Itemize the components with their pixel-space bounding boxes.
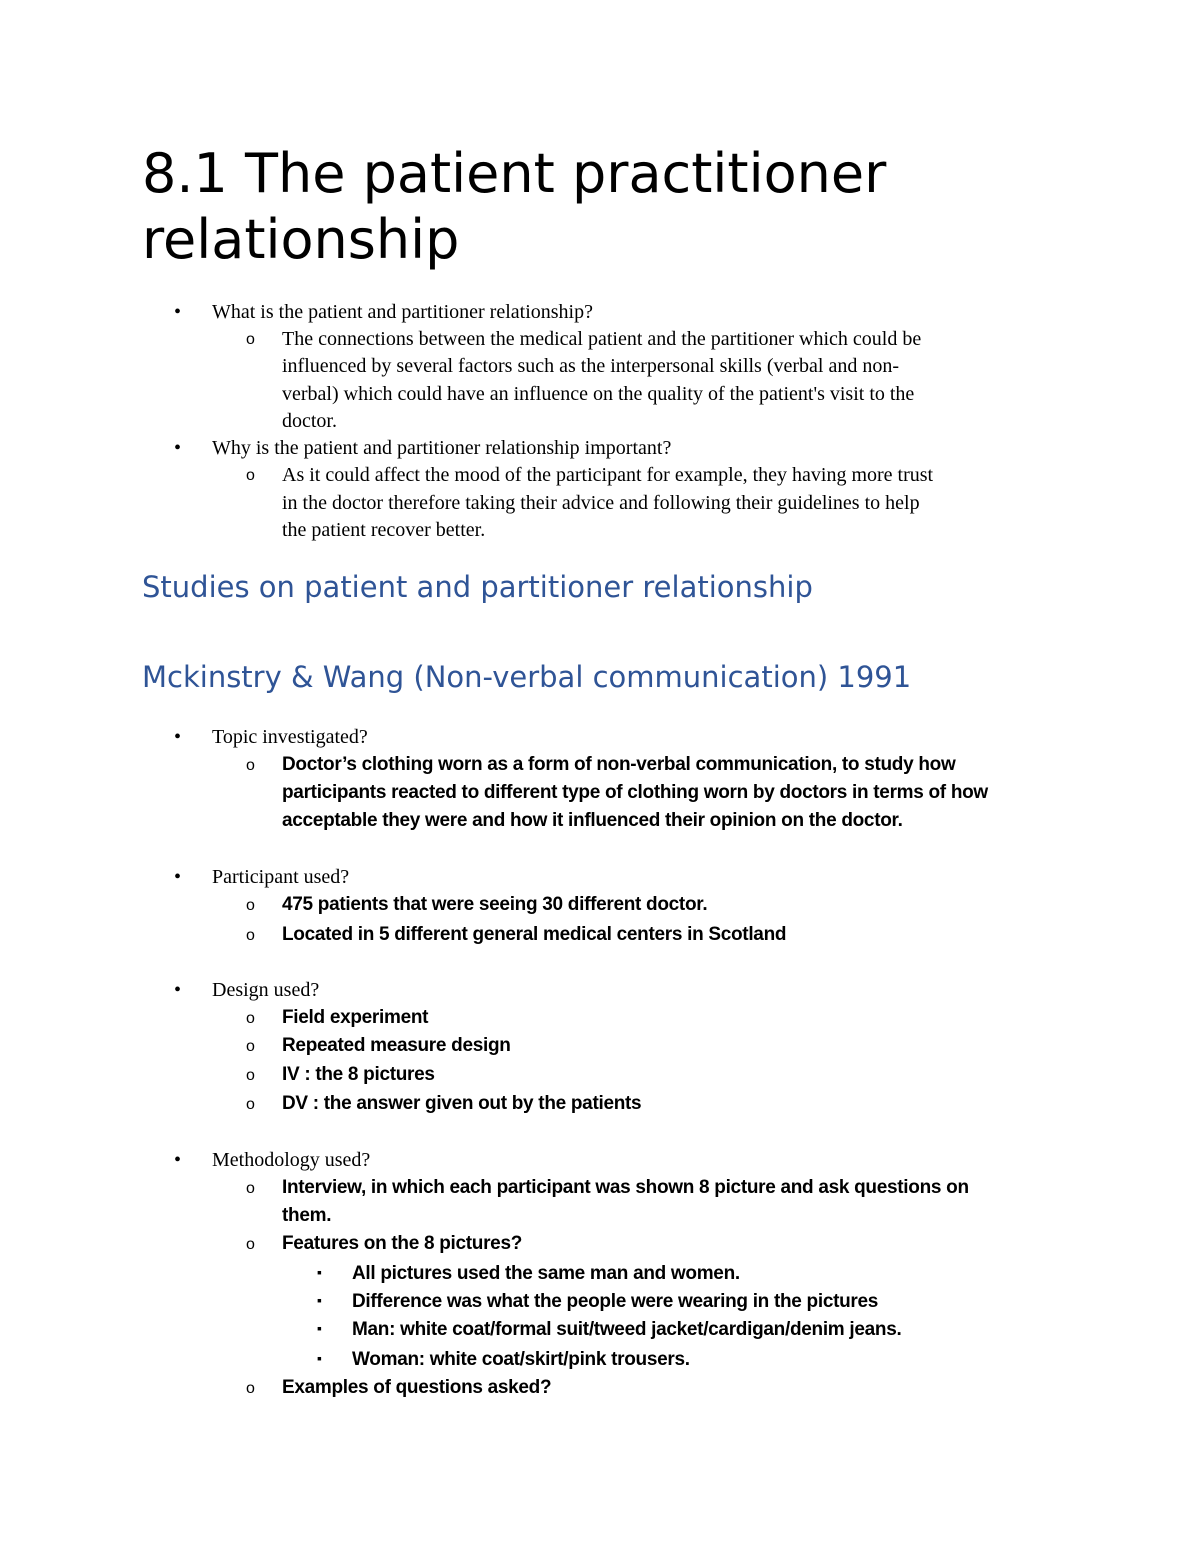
question-why-important: Why is the patient and partitioner relationship important?: [212, 437, 672, 459]
bullet-marker: •: [174, 301, 182, 323]
answer-line: 475 patients that were seeing 30 different doctor.: [282, 894, 708, 915]
answer-line: IV : the 8 pictures: [282, 1064, 435, 1085]
answer-line: Features on the 8 pictures?: [282, 1233, 523, 1254]
square-marker: ▪: [317, 1294, 322, 1309]
circle-marker: o: [246, 1067, 255, 1084]
answer-line: influenced by several factors such as the interpersonal skills (verbal and non-: [282, 355, 900, 377]
answer-line: them.: [282, 1205, 332, 1226]
circle-marker: o: [246, 331, 255, 348]
circle-marker: o: [246, 467, 255, 484]
feature-item: Man: white coat/formal suit/tweed jacket/cardigan/denim jeans.: [352, 1319, 902, 1340]
bullet-marker: •: [174, 726, 182, 748]
page-title-line-1: 8.1 The patient practitioner: [142, 142, 887, 205]
feature-item: Woman: white coat/skirt/pink trousers.: [352, 1349, 690, 1370]
answer-line: doctor.: [282, 410, 337, 432]
answer-line: acceptable they were and how it influenced their opinion on the doctor.: [282, 810, 903, 831]
answer-line: Repeated measure design: [282, 1035, 511, 1056]
section-heading-mckinstry: Mckinstry & Wang (Non-verbal communication) 1991: [142, 660, 912, 694]
square-marker: ▪: [317, 1266, 322, 1281]
answer-line: As it could affect the mood of the participant for example, they having more trust: [282, 464, 934, 486]
bullet-marker: •: [174, 979, 182, 1001]
square-marker: ▪: [317, 1322, 322, 1337]
question-methodology: Methodology used?: [212, 1149, 371, 1171]
answer-line: Doctor’s clothing worn as a form of non-verbal communication, to study how: [282, 754, 956, 775]
question-participants: Participant used?: [212, 866, 350, 888]
bullet-marker: •: [174, 437, 182, 459]
answer-line: Examples of questions asked?: [282, 1377, 552, 1398]
circle-marker: o: [246, 1236, 255, 1253]
square-marker: ▪: [317, 1352, 322, 1367]
answer-line: Field experiment: [282, 1007, 429, 1028]
circle-marker: o: [246, 757, 255, 774]
answer-line: verbal) which could have an influence on the quality of the patient's visit to the: [282, 383, 915, 405]
page-title-line-2: relationship: [142, 208, 460, 271]
question-topic: Topic investigated?: [212, 726, 368, 748]
question-what-is: What is the patient and partitioner relationship?: [212, 301, 593, 323]
circle-marker: o: [246, 1096, 255, 1113]
answer-line: participants reacted to different type of clothing worn by doctors in terms of how: [282, 782, 988, 803]
answer-line: Located in 5 different general medical centers in Scotland: [282, 924, 787, 945]
circle-marker: o: [246, 1038, 255, 1055]
answer-line: Interview, in which each participant was shown 8 picture and ask questions on: [282, 1177, 969, 1198]
circle-marker: o: [246, 927, 255, 944]
feature-item: Difference was what the people were wearing in the pictures: [352, 1291, 879, 1312]
answer-line: in the doctor therefore taking their advice and following their guidelines to help: [282, 492, 920, 514]
answer-line: the patient recover better.: [282, 519, 486, 541]
circle-marker: o: [246, 1010, 255, 1027]
question-design: Design used?: [212, 979, 320, 1001]
bullet-marker: •: [174, 866, 182, 888]
circle-marker: o: [246, 897, 255, 914]
circle-marker: o: [246, 1380, 255, 1397]
bullet-marker: •: [174, 1149, 182, 1171]
section-heading-studies: Studies on patient and partitioner relationship: [142, 570, 813, 604]
answer-line: The connections between the medical patient and the partitioner which could be: [282, 328, 922, 350]
feature-item: All pictures used the same man and women.: [352, 1263, 740, 1284]
answer-line: DV : the answer given out by the patients: [282, 1093, 642, 1114]
circle-marker: o: [246, 1180, 255, 1197]
